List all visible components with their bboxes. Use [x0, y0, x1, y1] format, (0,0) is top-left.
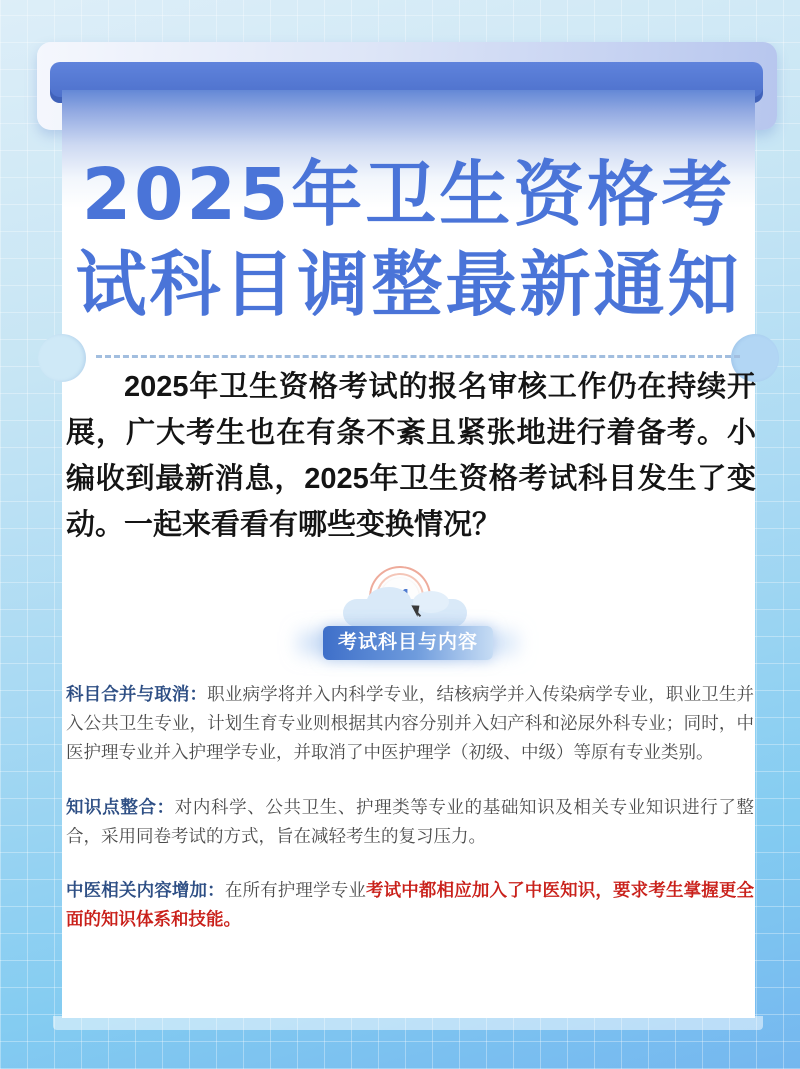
content-block-knowledge-integration	[66, 793, 754, 851]
block-colon: ：	[156, 797, 175, 817]
page-title-line1: 2025年卫生资格考	[81, 153, 736, 236]
block-label: 中医相关内容增加	[66, 880, 208, 900]
block-text-gray: 在所有护理学专业	[224, 880, 366, 900]
page-title-line2: 试科目调整最新通知	[75, 243, 742, 326]
block-text-red: 考试中都相应加入了中医知识，要求考生掌握更全面的知识体系和技能。	[66, 880, 755, 929]
content-block-tcm-content-added	[66, 876, 754, 934]
section-banner: 考试科目与内容	[323, 626, 493, 660]
block-label: 知识点整合	[66, 797, 157, 817]
block-text: 职业病学将并入内科学专业，结核病学并入传染病学专业，职业卫生并入公共卫生专业，计划生育专业则根据其内容分别并入妇产科和泌尿外科专业；同时，中医护理专业并入护理学专业，并取消了中医护理学（初级、中级）等原有专业类别。	[66, 684, 755, 762]
block-colon: ：	[189, 684, 208, 704]
paper-bottom-shadow	[53, 1016, 763, 1030]
intro-paragraph: 2025年卫生资格考试的报名审核工作仍在持续开展，广大考生也在有条不紊且紧张地进行着备考。小编收到最新消息，2025年卫生资格考试科目发生了变动。一起来看看有哪些变换情况？	[66, 371, 756, 541]
page-title	[62, 150, 755, 330]
block-text: 对内科学、公共卫生、护理类等专业的基础知识及相关专业知识进行了整合，采用同卷考试的方式，旨在减轻考生的复习压力。	[66, 797, 755, 846]
cloud-icon	[343, 599, 467, 627]
block-colon: ：	[207, 880, 225, 900]
block-label: 科目合并与取消	[66, 684, 190, 704]
dashed-divider	[96, 355, 740, 358]
content-block-merge-cancel	[66, 680, 754, 767]
